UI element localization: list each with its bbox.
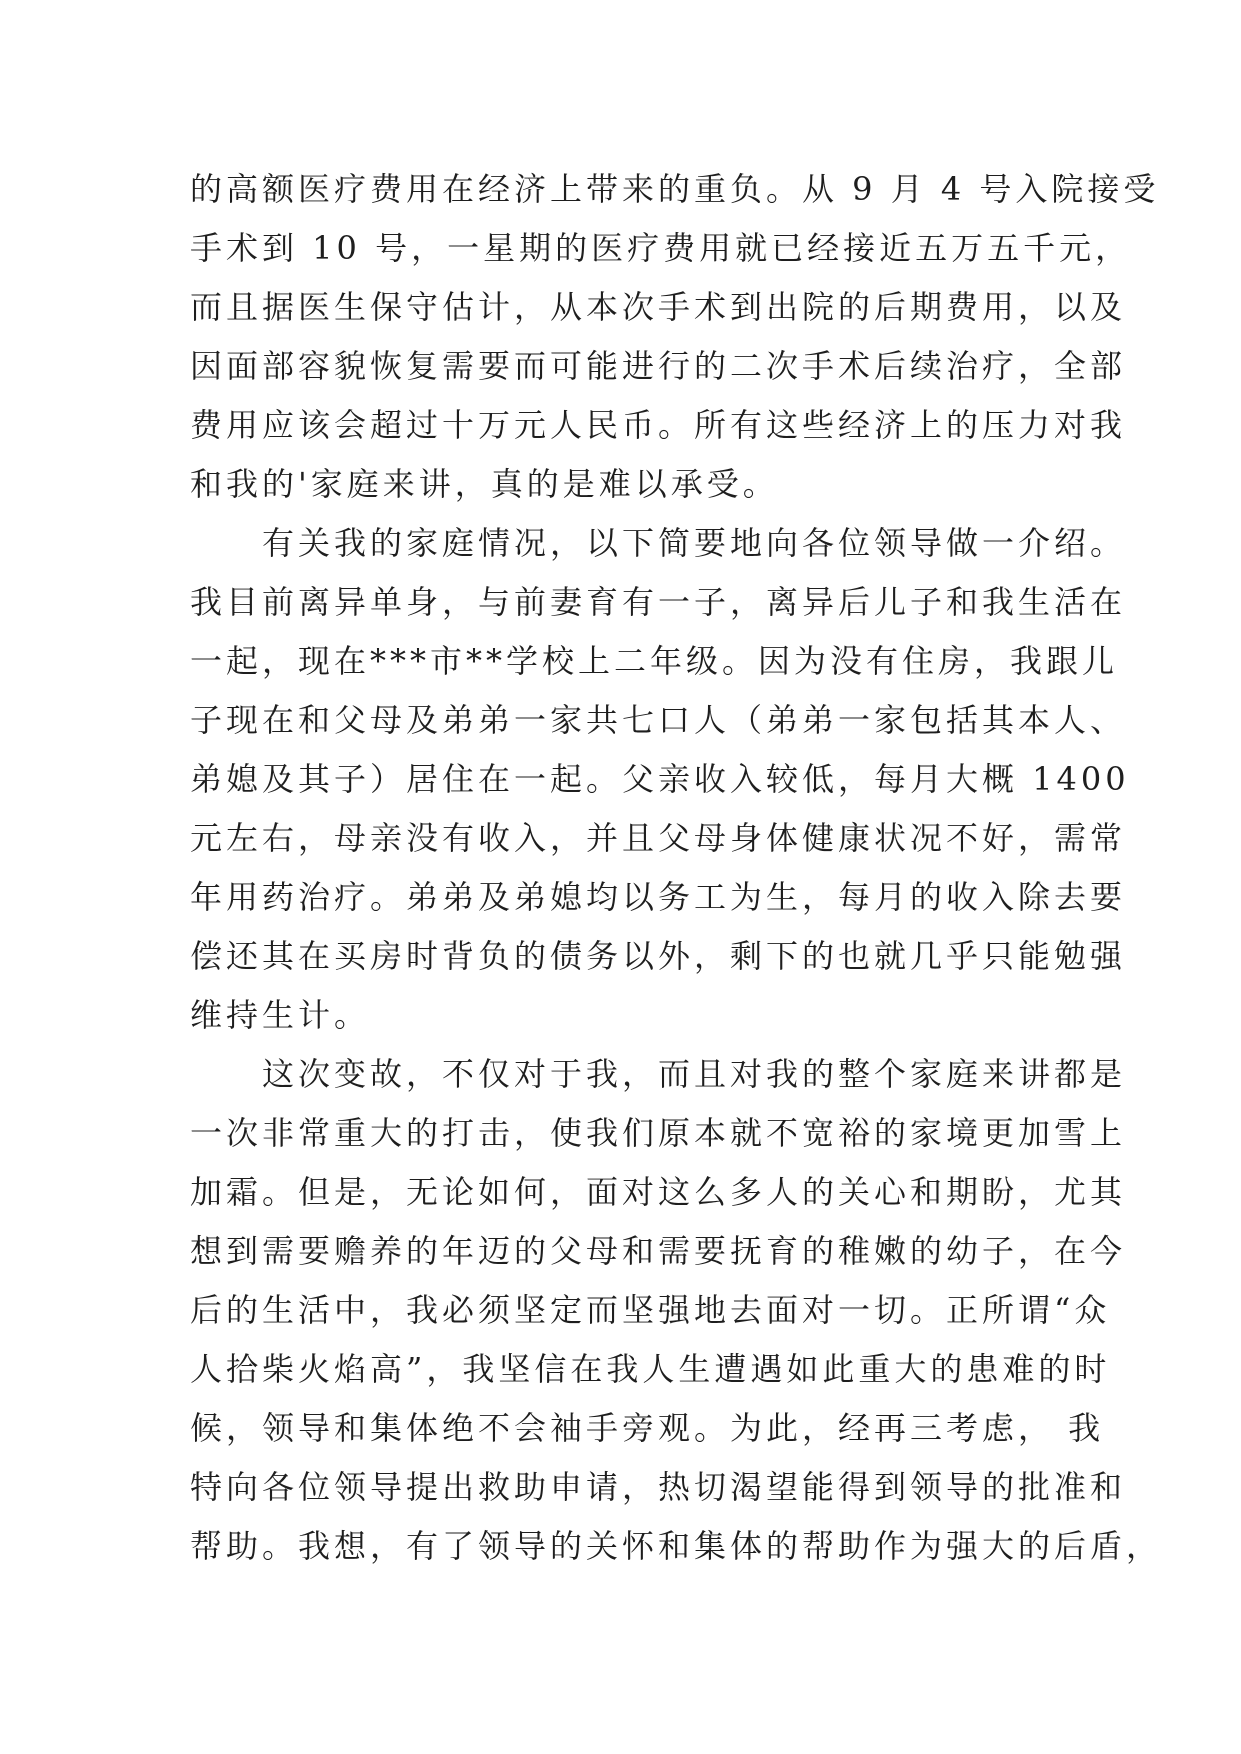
text-line: 一次非常重大的打击，使我们原本就不宽裕的家境更加雪上	[190, 1114, 1127, 1152]
text-line: 和我的'家庭来讲，真的是难以承受。	[190, 465, 779, 503]
text-line: 有关我的家庭情况，以下简要地向各位领导做一介绍。	[190, 524, 1127, 562]
text-line: 而且据医生保守估计，从本次手术到出院的后期费用，以及	[190, 288, 1127, 326]
text-line: 这次变故，不仅对于我，而且对我的整个家庭来讲都是	[190, 1055, 1127, 1093]
text-line: 一起，现在***市**学校上二年级。因为没有住房，我跟儿	[190, 642, 1119, 680]
text-line: 加霜。但是，无论如何，面对这么多人的关心和期盼，尤其	[190, 1173, 1127, 1211]
text-line: 想到需要赡养的年迈的父母和需要抚育的稚嫩的幼子，在今	[190, 1232, 1127, 1270]
text-line: 年用药治疗。弟弟及弟媳均以务工为生，每月的收入除去要	[190, 878, 1127, 916]
body-text	[190, 160, 1163, 1576]
text-line: 因面部容貌恢复需要而可能进行的二次手术后续治疗，全部	[190, 347, 1127, 385]
text-line: 帮助。我想，有了领导的关怀和集体的帮助作为强大的后盾，	[190, 1527, 1163, 1565]
text-line: 维持生计。	[190, 996, 371, 1034]
text-line: 特向各位领导提出救助申请，热切渴望能得到领导的批准和	[190, 1468, 1127, 1506]
text-line: 元左右，母亲没有收入，并且父母身体健康状况不好，需常	[190, 819, 1127, 857]
text-line: 弟媳及其子）居住在一起。父亲收入较低，每月大概 1400	[190, 760, 1130, 798]
text-line: 偿还其在买房时背负的债务以外，剩下的也就几乎只能勉强	[190, 937, 1127, 975]
text-line: 我目前离异单身，与前妻育有一子，离异后儿子和我生活在	[190, 583, 1127, 621]
text-line: 人拾柴火焰高”，我坚信在我人生遭遇如此重大的患难的时	[190, 1350, 1111, 1388]
text-line: 子现在和父母及弟弟一家共七口人（弟弟一家包括其本人、	[190, 701, 1127, 739]
text-line: 的高额医疗费用在经济上带来的重负。从 9 月 4 号入院接受	[190, 170, 1160, 208]
text-line: 候，领导和集体绝不会袖手旁观。为此，经再三考虑， 我	[190, 1409, 1105, 1447]
text-line: 费用应该会超过十万元人民币。所有这些经济上的压力对我	[190, 406, 1127, 444]
text-line: 手术到 10 号，一星期的医疗费用就已经接近五万五千元，	[190, 229, 1132, 267]
text-line: 后的生活中，我必须坚定而坚强地去面对一切。正所谓“众	[190, 1291, 1111, 1329]
